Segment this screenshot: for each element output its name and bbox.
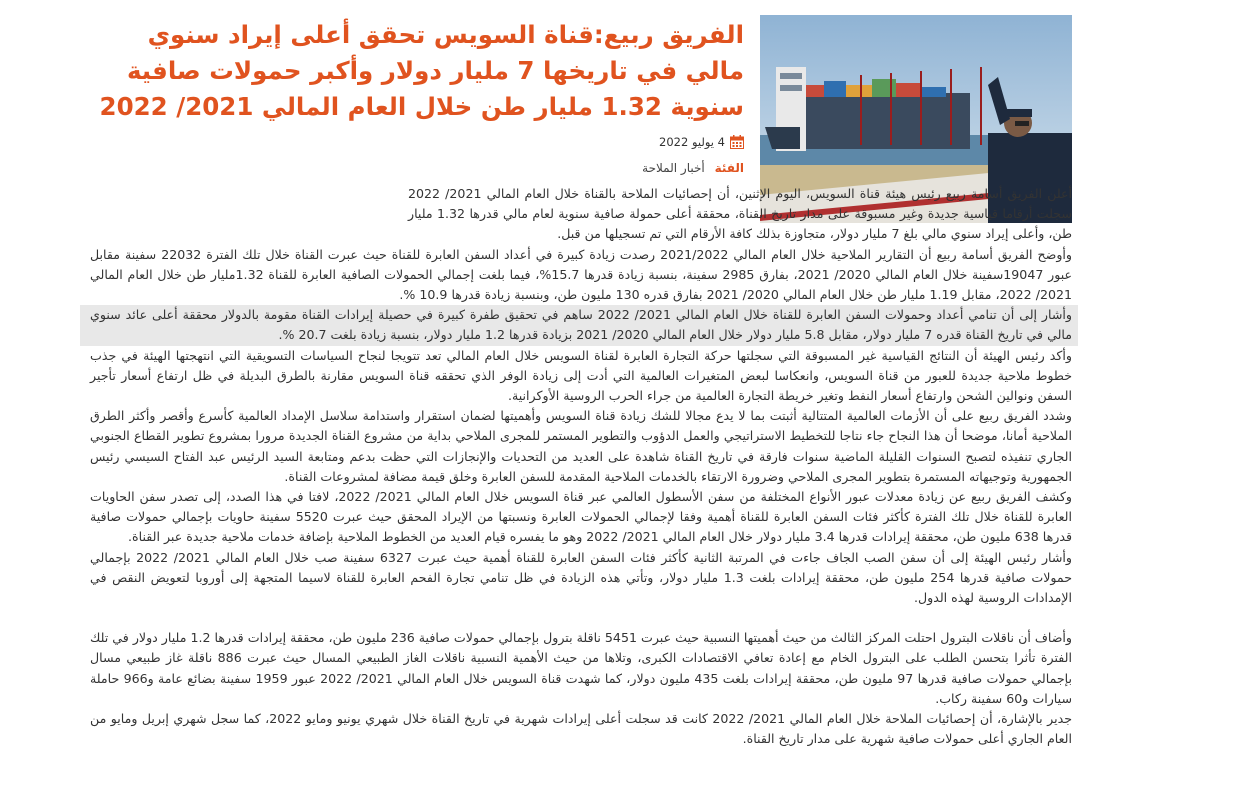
paragraph-6: وكشف الفريق ربيع عن زيادة معدلات عبور الأنواع المختلفة من سفن الأسطول العالمي عبر قناة السويس خلال العام المالي 2021/ 2022، لافتا في هذا الصدد، إلى تصدر سفن الحاويات العابرة للقناة خلال تلك الفترة كأكثر فئات السفن العابرة للقناة أهمية وفقا لإجمالي الحمولات العابرة ونسبتها من الإيراد المحقق حيث عبرت 5520 سفينة حاويات بإجمالي حمولات صافية قدرها 638 مليون طن، محققة إيرادات قدرها 3.4 مليار دولار خلال العام المالي 2021/ 2022 وهو ما يفسره قيام العديد من الخطوط الملاحية بإضافة خدمات ملاحية جديدة عبر القناة. [90,489,1072,545]
article [90,12,1072,805]
paragraph-3-highlighted: وأشار إلى أن تنامي أعداد وحمولات السفن العابرة للقناة خلال العام المالي 2021/ 2022 ساهم في تحقيق طفرة كبيرة في حصيلة إيرادات القناة مقومة بالدولار محققة أعلى عائد سنوي مالي في تاريخ القناة قدره 7 مليار دولار، مقابل 5.8 مليار دولار خلال العام المالي 2020/ 2021 بزيادة قدرها 1.2 مليار دولار، بنسبة زيادة بلغت 20.7 %. [80,305,1078,345]
paragraph-5: وشدد الفريق ربيع على أن الأزمات العالمية المتتالية أثبتت بما لا يدع مجالا للشك زيادة قناة السويس وأهميتها لضمان استقرار واستدامة سلاسل الإمداد العالمية كأسرع وأقصر وأكثر الطرق الملاحية أمانا، موضحا أن هذا النجاح جاء نتاجا للتخطيط الاستراتيجي والعمل الدؤوب والتطوير المستمر للمجرى الملاحي بداية من مشروع القناة الجديدة مرورا بمشروع تطوير القطاع الجنوبي الجاري تنفيذه لتصبح السنوات القليلة الماضية سنوات فارقة في تاريخ القناة شاهدة على العديد من التحديات والإنجازات التي حظت بدعم ومتابعة السيد الرئيس عبد الفتاح السيسي رئيس الجمهورية وتوجيهاته المستمرة بتطوير المجرى الملاحي وضرورة الارتقاء بالخدمات الملاحية المقدمة للسفن العابرة وخلق قيمة مضافة لمشروعات القناة. [90,408,1072,484]
article-date: 4 يوليو 2022 [659,135,725,149]
category-label: الفئة [714,161,744,175]
article-header [90,17,744,175]
paragraph-4: وأكد رئيس الهيئة أن النتائج القياسية غير المسبوقة التي سجلتها حركة التجارة العابرة لقناة السويس خلال العام المالي تعد تتويجا لنجاح السياسات التسويقية التي انتهجتها الهيئة في جذب خطوط ملاحية جديدة للعبور من قناة السويس، وانعكاسا لبعض المتغيرات العالمية التي أدت إلى زيادة الوفر الذي تحققه قناة السويس مقارنة بالطرق البديلة في ظل ارتفاع أسعار تأجير السفن ونوالين الشحن وارتفاع أسعار النفط وتغير خريطة التجارة العالمية من جراء الحرب الروسية الأوكرانية. [90,347,1072,404]
paragraph-8: وأضاف أن ناقلات البترول احتلت المركز الثالث من حيث أهميتها النسبية حيث عبرت 5451 ناقلة بترول بإجمالي حمولات صافية 236 مليون طن، محققة إيرادات قدرها 1.2 مليار دولار في تلك الفترة تأثرا بتحسن الطلب على البترول الخام مع إعادة تعافي الاقتصادات الكبرى، وتلاها من حيث الأهمية النسبية ناقلات الغاز الطبيعي المسال حيث عبرت 886 ناقلة غاز طبيعي مسال بإجمالي حمولات صافية قدرها 97 مليون طن، محققة إيرادات بلغت 435 مليون دولار، كما شهدت قناة السويس خلال العام المالي 2021/ 2022 عبور 1959 سفينة بضائع عامة و966 حاملة سيارات و60 سفينة ركاب. [90,630,1072,706]
paragraph-9: جدير بالإشارة، أن إحصائيات الملاحة خلال العام المالي 2021/ 2022 كانت قد سجلت أعلى إيرادات شهرية في تاريخ القناة خلال شهري يونيو ومايو 2022، كما سجل شهري إبريل ومايو من العام الجاري أعلى حمولات صافية شهرية على مدار تاريخ القناة. [90,711,1072,747]
article-title: الفريق ربيع:قناة السويس تحقق أعلى إيراد سنوي مالي في تاريخها 7 مليار دولار وأكبر حمولات صافية سنوية 1.32 مليار طن خلال العام المالي 2021/ 2022 [99,20,744,121]
article-category [90,161,744,175]
article-body [90,184,1072,749]
paragraph-2: وأوضح الفريق أسامة ربيع أن التقارير الملاحية خلال العام المالي 2021/2022 رصدت زيادة كبيرة في أعداد السفن العابرة للقناة حيث عبرت القناة خلال تلك الفترة 22032 سفينة مقابل عبور 19047سفينة خلال العام المالي 2020/ 2021، بفارق 2985 سفينة، بنسبة زيادة قدرها 15.7%، فيما بلغت إجمالي الحمولات الصافية العابرة للقناة 1.32مليار طن خلال العام المالي 2021/ 2022، مقابل 1.19 مليار طن خلال العام المالي 2020/ 2021 بفارق قدره 130 مليون طن، وبنسبة زيادة قدرها 10.9 %. [90,246,1073,303]
paragraph-7: وأشار رئيس الهيئة إلى أن سفن الصب الجاف جاءت في المرتبة الثانية كأكثر فئات السفن العابرة للقناة أهمية حيث عبرت 6327 سفينة صب خلال العام المالي 2021/ 2022 بإجمالي حمولات صافية قدرها 254 مليون طن، محققة إيرادات بلغت 1.3 مليار دولار، وتأتي هذه الزيادة في ظل تنامي تجارة الفحم العابرة للقناة لاسيما المتجهة إلى أوروبا لتعويض النقص في الإمدادات الروسية لهذه الدول. [90,549,1073,606]
paragraph-1: أعلن الفريق أسامة ربيع رئيس هيئة قناة السويس، اليوم الإثنين، أن إحصائيات الملاحة بالقناة خلال العام المالي 2021/ 2022 سجلت أرقاما قياسية جديدة وغير مسبوقة على مدار تاريخ القناة، محققة أعلى حمولة صافية سنوية لعام مالي قدرها 1.32 مليار طن، وأعلى إيراد سنوي مالي بلغ 7 مليار دولار، متجاوزة بذلك كافة الأرقام التي تم تسجيلها من قبل. [408,186,1073,242]
calendar-icon [730,135,744,149]
category-link[interactable]: أخبار الملاحة [642,161,705,175]
article-meta [90,135,744,149]
